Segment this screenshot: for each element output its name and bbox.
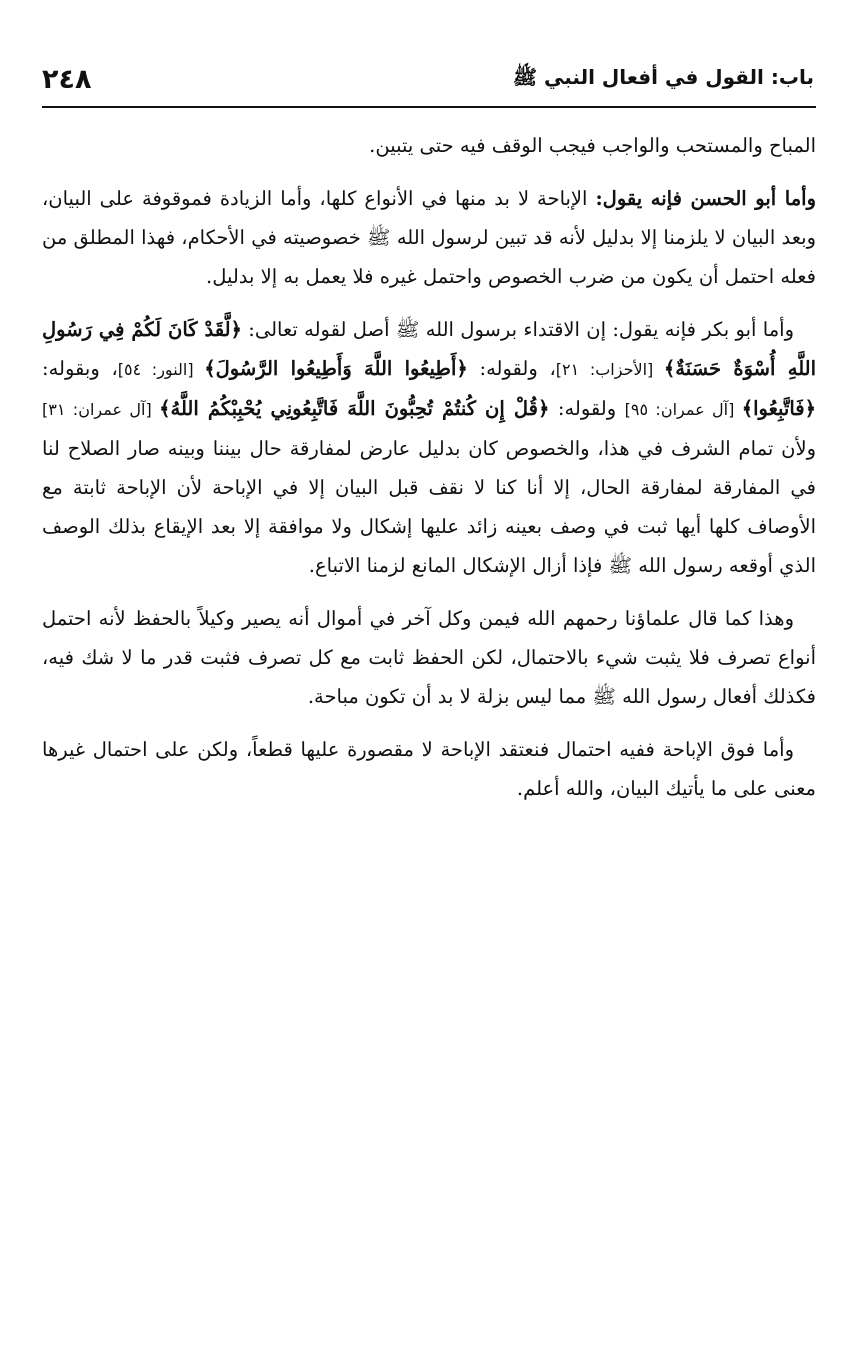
paragraph-text: وهذا كما قال علماؤنا رحمهم الله فيمن وكل آخر في أموال أنه يصير وكيلاً بالحفظ لأنه احتمل أنواع تصرف فلا يثبت شيء بالاحتمال، لكن الحفظ ثابت مع كل تصرف فثبت قدر ما لا شك فيه، فكذلك أفعال رسول الله ﷺ مما ليس بزلة لا بد أن تكون مباحة. <box>42 607 816 708</box>
paragraph-text: ، وبقوله: <box>42 357 118 380</box>
paragraph <box>42 730 816 808</box>
paragraph <box>42 179 816 296</box>
header-rule <box>42 106 816 108</box>
paragraph <box>42 310 816 585</box>
verse-reference: [الأحزاب: ٢١] <box>555 360 664 379</box>
paragraph-text: ولقوله: <box>549 397 625 420</box>
paragraph-text: ، ولقوله: <box>467 357 556 380</box>
page-header <box>42 56 814 102</box>
verse-reference: [النور: ٥٤] <box>117 360 205 379</box>
paragraph-text: وأما فوق الإباحة ففيه احتمال فنعتقد الإباحة لا مقصورة عليها قطعاً، ولكن على احتمال غيرها معنى على ما يأتيك البيان، والله أعلم. <box>42 738 816 800</box>
paragraph <box>42 599 816 716</box>
body-text <box>42 126 816 822</box>
paragraph-text: الإباحة لا بد منها في الأنواع كلها، وأما الزيادة فموقوفة على البيان، وبعد البيان لا يلزمنا إلا بدليل لأنه قد تبين لرسول الله ﷺ خصوصيته في الأحكام، فهذا المطلق من فعله احتمل أن يكون من ضرب الخصوص واحتمل غيره فلا يعمل به إلا بدليل. <box>42 187 816 288</box>
page-number: ٢٤٨ <box>42 63 92 95</box>
lead-phrase: وأما أبو الحسن فإنه يقول: <box>595 187 816 210</box>
paragraph-text: المباح والمستحب والواجب فيجب الوقف فيه حتى يتبين. <box>369 134 816 157</box>
paragraph-text: ولأن تمام الشرف في هذا، والخصوص كان بدليل عارض لمفارقة حال بيننا وبينه صار الصلاح لنا في المفارقة لمفارقة الحال، إلا أنا كنا لا نقف قبل البيان إلا في الإباحة لأن الإباحة ثابتة مع الأوصاف كلها أيها ثبت في وصف بعينه زائد عليها إشكال ولا موافقة إلا بعد الإيقاع بذلك الوصف الذي أوقعه رسول الله ﷺ فإذا أزال الإشكال المانع لزمنا الاتباع. <box>42 437 816 577</box>
running-title: باب: القول في أفعال النبي ﷺ <box>512 64 814 89</box>
quran-verse: ﴿فَاتَّبِعُوا﴾ <box>741 397 817 420</box>
verse-reference: [آل عمران: ٣١] <box>42 400 160 419</box>
quran-verse: ﴿لَّقَدْ كَانَ لَكُمْ فِي رَسُولِ اللَّهِ أُسْوَةٌ حَسَنَةٌ﴾ <box>42 318 817 380</box>
quran-verse: ﴿قُلْ إِن كُنتُمْ تُحِبُّونَ اللَّهَ فَاتَّبِعُونِي يُحْبِبْكُمُ اللَّهُ﴾ <box>159 397 550 420</box>
paragraph <box>42 126 816 165</box>
paragraph-text: وأما أبو بكر فإنه يقول: إن الاقتداء برسول الله ﷺ أصل لقوله تعالى: <box>241 318 794 341</box>
quran-verse: ﴿أَطِيعُوا اللَّهَ وَأَطِيعُوا الرَّسُولَ﴾ <box>204 357 468 380</box>
verse-reference: [آل عمران: ٩٥] <box>624 400 742 419</box>
